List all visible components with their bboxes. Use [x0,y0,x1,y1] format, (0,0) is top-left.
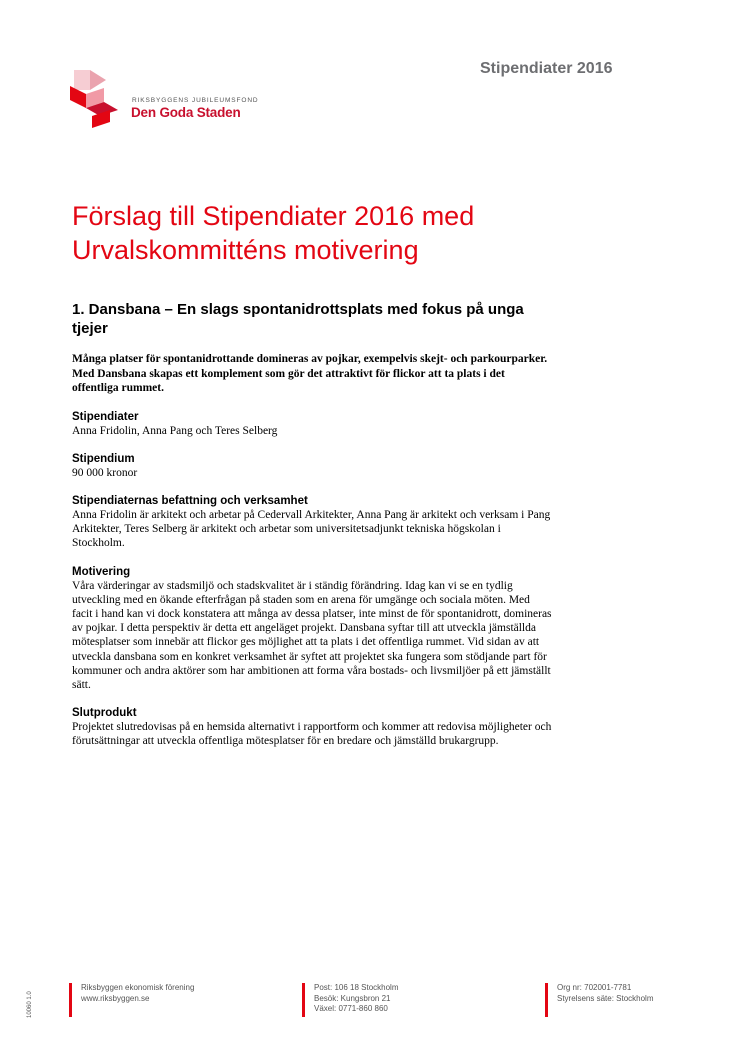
document-code: 10060 1.0 [27,991,33,1018]
footer-post-address: Post: 106 18 Stockholm [314,983,399,992]
footer-org-column [545,983,653,1017]
section-body: Anna Fridolin är arkitekt och arbetar på Cedervall Arkitekter, Anna Pang är arkitekt och verksam i Pang Arkitekter, Teres Selberg är arkitekt och arbetar som universitetsadjunkt tekniska högskolan i Stockholm. [72,508,551,550]
section-motivering [72,565,552,693]
footer-board-seat: Styrelsens säte: Stockholm [557,993,654,1003]
section-stipendium [72,452,552,480]
footer-phone: Växel: 0771-860 860 [314,1004,388,1013]
section-title: Motivering [72,565,131,578]
section-body: 90 000 kronor [72,466,138,479]
section-slutprodukt [72,706,552,748]
footer-website-link[interactable]: www.riksbyggen.se [81,993,150,1003]
section-stipendiater [72,410,552,438]
den-goda-staden-logo [68,68,268,132]
section-body: Våra värderingar av stadsmiljö och stadskvalitet är i ständig förändring. Idag kan vi se en tydlig utveckling med en ökande efterfrågan på staden som en arena för umgänge och sociala möten. Med facit i hand kan vi dock konstatera att många av dessa platser, inte minst de för spontanidrott, domineras av pojkar. I detta perspektiv är detta ett angeläget projekt. Dansbana syftar till att utveckla jämställda mötesplatser som innebär att flickor ges möjlighet att ta plats i det offentliga rummet. Vid sidan av att utveckla dansbana som en konkret verksamhet är syftet att projektet ska fungera som stödjande part för kommuner och andra aktörer som har ambitionen att forma våra bostads- och livsmiljöer på ett jämställt sätt. [72,579,552,691]
footer-org-number: Org nr: 702001-7781 [557,983,632,992]
footer-visit-address: Besök: Kungsbron 21 [314,993,391,1003]
logo-brand-name: Den Goda Staden [131,105,241,120]
project-heading: 1. Dansbana – En slags spontanidrottsplats med fokus på unga tjejer [72,301,524,337]
document-body [72,300,552,763]
page-footer [0,983,746,1033]
section-title: Stipendiater [72,410,139,423]
document-series-title: Stipendiater 2016 [480,60,613,77]
footer-address-column [302,983,399,1017]
section-body: Anna Fridolin, Anna Pang och Teres Selberg [72,424,278,437]
section-title: Slutprodukt [72,707,137,720]
footer-company-column [69,983,194,1017]
logo-mark-icon [68,68,128,130]
section-body: Projektet slutredovisas på en hemsida alternativt i rapportform och kommer att redovisa möjligheter och förutsättningar att utveckla offentliga mötesplatser för en bredare och jämställd brukargrupp. [72,721,552,748]
page-title: Förslag till Stipendiater 2016 med Urvalskommitténs motivering [72,201,475,265]
section-befattning [72,494,552,551]
section-title: Stipendium [72,452,135,465]
footer-company-name: Riksbyggen ekonomisk förening [81,983,195,992]
section-title: Stipendiaternas befattning och verksamhet [72,494,308,507]
logo-fund-name: RIKSBYGGENS JUBILEUMSFOND [132,97,259,104]
project-intro: Många platser för spontanidrottande domineras av pojkar, exempelvis skejt- och parkourparker. Med Dansbana skapas ett komplement som gör det attraktivt för flickor att ta plats i det offentliga rummet. [72,353,548,394]
